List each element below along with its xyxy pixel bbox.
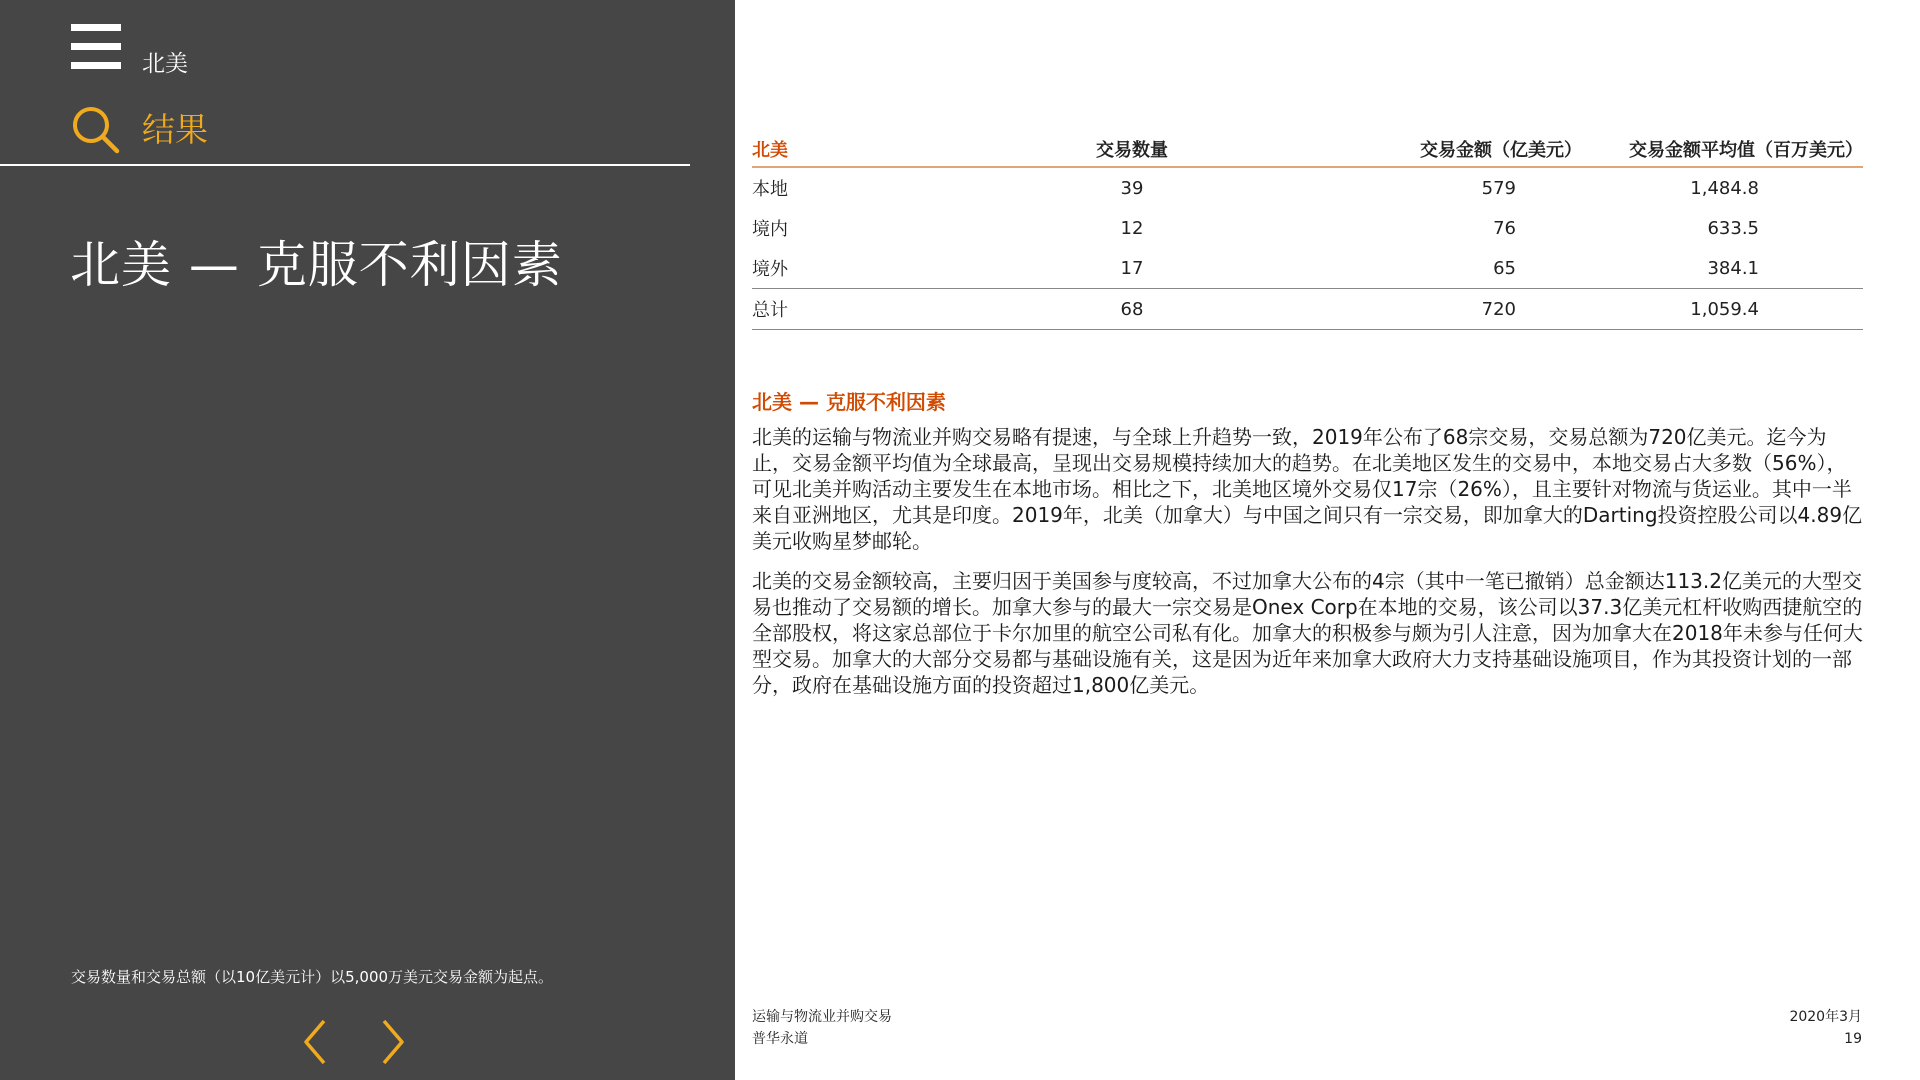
table-row [752,248,1863,289]
section-label[interactable]: 北美 [142,51,188,77]
cell-count: 17 [1120,257,1144,279]
footer-left [752,1006,892,1050]
header-region: 北美 [752,132,1032,167]
sidebar-footnote: 交易数量和交易总额（以10亿美元计）以5,000万美元交易金额为起点。 [71,968,554,986]
cell-value: 720 [1232,289,1582,330]
cell-value: 76 [1493,217,1516,239]
table-header-row [752,132,1863,167]
hamburger-menu-icon[interactable] [71,24,123,70]
sidebar-title: 北美 — 克服不利因素 [70,236,563,294]
header-count: 交易数量 [1032,132,1232,167]
cell-count: 68 [1032,289,1232,330]
search-icon[interactable] [70,104,122,156]
footer-company: 普华永道 [752,1031,808,1047]
header-avg: 交易金额平均值（百万美元） [1582,132,1863,167]
table-row [752,208,1863,248]
cell-avg: 1,059.4 [1582,289,1863,330]
cell-count: 12 [1120,217,1144,239]
body-paragraph: 北美的交易金额较高，主要归因于美国参与度较高，不过加拿大公布的4宗（其中一笔已撤销）总金额达113.2亿美元的大型交易也推动了交易额的增长。加拿大参与的最大一宗交易是Onex Corp在本地的交易，该公司以37.3亿美元杠杆收购西捷航空的全部股权，将这家总部位于卡尔加里的航空公司私有化。加拿大的积极参与颇为引人注意，因为加拿大在2018年未参与任何大型交易。加拿大的大部分交易都与基础设施有关，这是因为近年来加拿大政府大力支持基础设施项目，作为其投资计划的一部分，政府在基础设施方面的投资超过1,800亿美元。 [752,569,1863,697]
deals-table [752,132,1863,330]
chevron-left-icon[interactable] [296,1016,336,1068]
cell-avg: 1,484.8 [1690,177,1759,199]
chevron-right-icon[interactable] [372,1016,412,1068]
footer-publication: 运输与物流业并购交易 [752,1009,892,1025]
menu-bar [71,24,121,31]
sidebar [0,0,735,1080]
next-page-graphic [372,1016,412,1068]
body-paragraph: 北美的运输与物流业并购交易略有提速，与全球上升趋势一致，2019年公布了68宗交易，交易总额为720亿美元。迄今为止，交易金额平均值为全球最高，呈现出交易规模持续加大的趋势。在北美地区发生的交易中，本地交易占大多数（56%），可见北美并购活动主要发生在本地市场。相比之下，北美地区境外交易仅17宗（26%），且主要针对物流与货运业。其中一半来自亚洲地区，尤其是印度。2019年，北美（加拿大）与中国之间只有一宗交易，即加拿大的Darting投资控股公司以4.89亿美元收购星梦邮轮。 [752,425,1863,553]
cell-value: 579 [1481,177,1516,199]
menu-bar [71,43,121,50]
menu-bar [71,62,121,69]
cell-region: 总计 [752,289,1032,330]
footer-right [1789,1006,1862,1050]
table-row [752,167,1863,208]
cell-count: 39 [1120,177,1144,199]
search-icon-graphic [70,104,122,156]
page-number: 19 [1844,1031,1862,1047]
cell-region: 本地 [752,179,788,200]
cell-region: 境内 [752,219,788,240]
footer-date: 2020年3月 [1789,1009,1862,1025]
body-heading: 北美 — 克服不利因素 [752,390,946,414]
cell-value: 65 [1493,257,1516,279]
header-value: 交易金额（亿美元） [1232,132,1582,167]
prev-page-graphic [296,1016,336,1068]
cell-region: 境外 [752,259,788,280]
sidebar-divider [0,164,690,166]
cell-avg: 384.1 [1707,257,1759,279]
results-label[interactable]: 结果 [142,110,208,149]
table-total-row [752,289,1863,330]
cell-avg: 633.5 [1707,217,1759,239]
